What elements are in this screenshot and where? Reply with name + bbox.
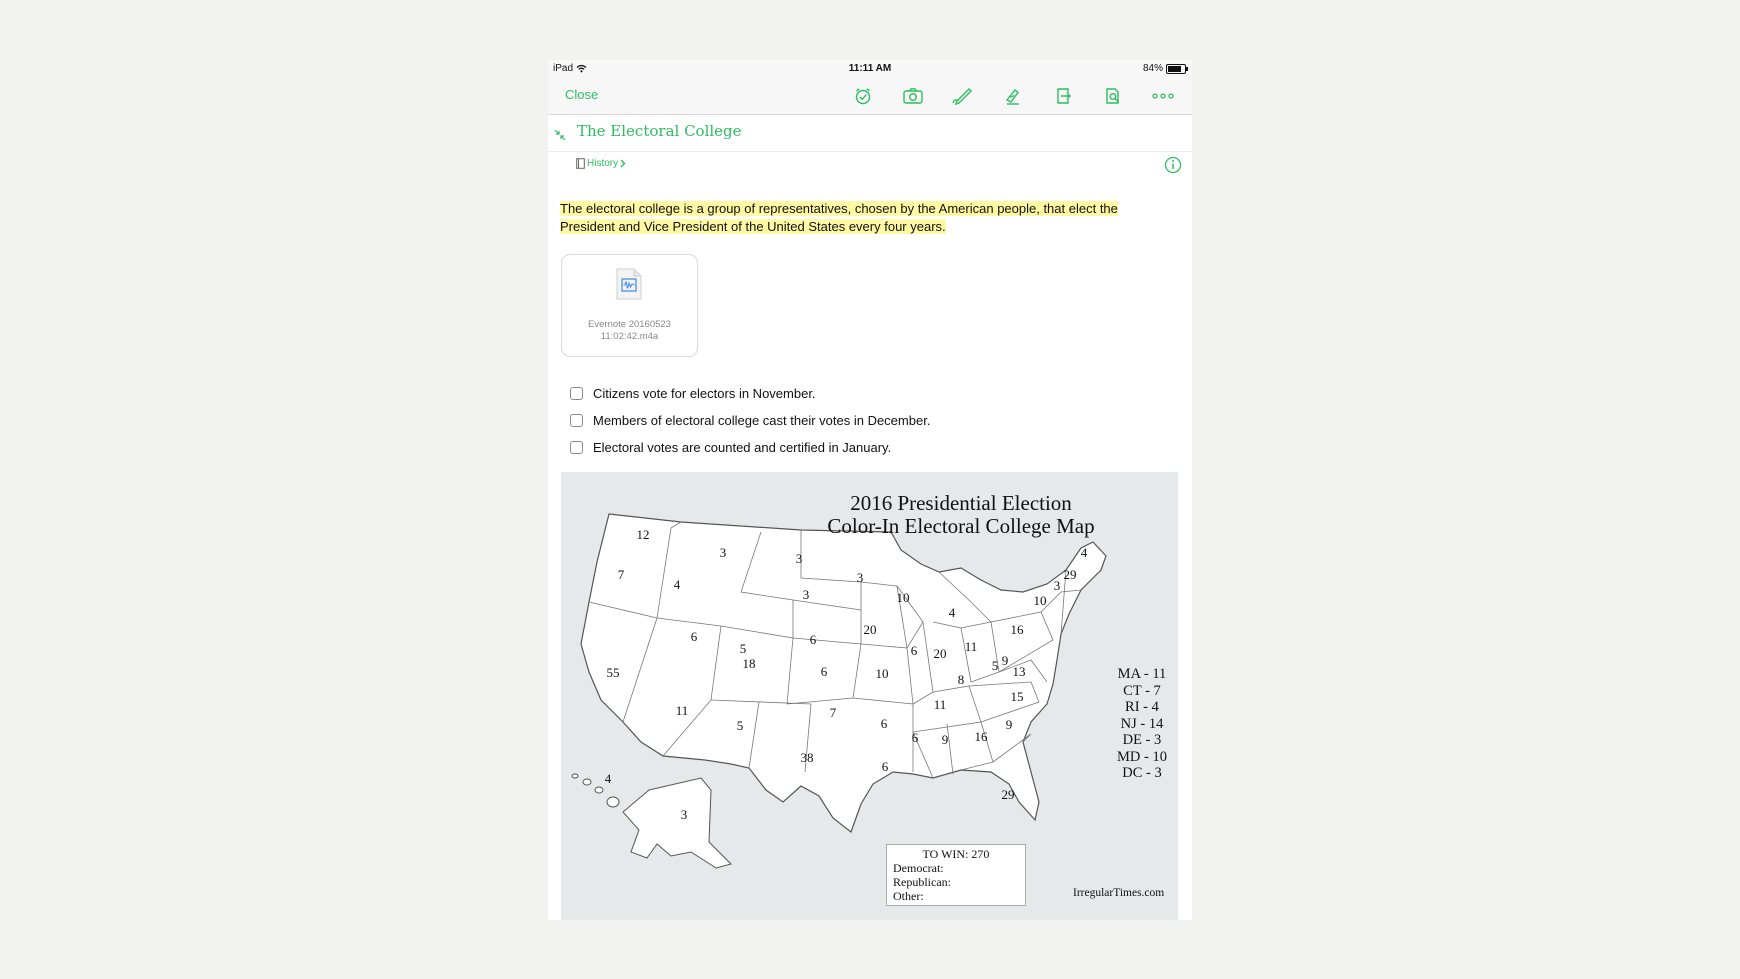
map-title-line2: Color-In Electoral College Map bbox=[827, 514, 1095, 538]
small-state: MA - 11 bbox=[1117, 666, 1167, 682]
small-state: DE - 3 bbox=[1122, 732, 1162, 748]
small-state: RI - 4 bbox=[1125, 699, 1159, 715]
state-electoral-votes: 6 bbox=[820, 664, 828, 679]
state-electoral-votes: 5 bbox=[991, 658, 999, 673]
note-title-row bbox=[548, 115, 1192, 152]
state-electoral-votes: 11 bbox=[964, 639, 978, 654]
us-outline bbox=[581, 514, 1106, 832]
camera-icon[interactable] bbox=[898, 81, 928, 111]
state-electoral-votes: 4 bbox=[1080, 545, 1088, 560]
checklist-item-label: Citizens vote for electors in November. bbox=[593, 386, 816, 401]
state-electoral-votes: 38 bbox=[800, 750, 814, 765]
state-electoral-votes: 5 bbox=[739, 641, 747, 656]
state-electoral-votes: 10 bbox=[1033, 593, 1047, 608]
alaska-outline bbox=[623, 778, 731, 868]
state-electoral-votes: 10 bbox=[875, 666, 889, 681]
notebook-icon bbox=[576, 158, 585, 169]
checklist-item-label: Members of electoral college cast their votes in December. bbox=[593, 413, 931, 428]
notebook-label: History bbox=[587, 158, 619, 169]
state-electoral-votes: 4 bbox=[604, 771, 612, 786]
state-electoral-votes: 9 bbox=[941, 732, 949, 747]
close-button[interactable]: Close bbox=[565, 87, 599, 102]
highlighted-body-text: The electoral college is a group of representatives, chosen by the American people, that elect the President and Vice President of the United States every four years. bbox=[560, 201, 1118, 234]
audio-attachment[interactable] bbox=[561, 254, 698, 357]
state-electoral-votes: 7 bbox=[829, 705, 837, 720]
status-bar bbox=[548, 60, 1192, 78]
state-electoral-votes: 6 bbox=[881, 759, 889, 774]
state-electoral-votes: 3 bbox=[802, 587, 810, 602]
to-win-label: TO WIN: 270 bbox=[922, 847, 990, 861]
state-electoral-votes: 15 bbox=[1010, 689, 1024, 704]
state-electoral-votes: 6 bbox=[880, 716, 888, 731]
state-electoral-votes: 12 bbox=[636, 527, 650, 542]
state-electoral-votes: 4 bbox=[673, 577, 681, 592]
chevron-right-icon bbox=[620, 159, 626, 168]
checkbox[interactable] bbox=[570, 441, 583, 454]
battery-percent: 84% bbox=[1142, 63, 1163, 74]
audio-file-icon bbox=[614, 267, 644, 301]
tally-box bbox=[886, 844, 1026, 906]
attachment-name-line1: Evernote 20160523 bbox=[588, 319, 671, 330]
small-state: DC - 3 bbox=[1122, 765, 1162, 781]
state-electoral-votes: 20 bbox=[933, 646, 947, 661]
checklist-item[interactable] bbox=[570, 380, 930, 407]
collapse-icon[interactable] bbox=[554, 129, 566, 141]
small-state: CT - 7 bbox=[1123, 682, 1161, 699]
ipad-screen bbox=[548, 60, 1192, 920]
checkbox[interactable] bbox=[570, 414, 583, 427]
state-electoral-votes: 55 bbox=[606, 665, 620, 680]
search-in-note-icon[interactable] bbox=[1098, 81, 1128, 111]
map-credit: IrregularTimes.com bbox=[1073, 887, 1165, 899]
more-icon[interactable] bbox=[1148, 81, 1178, 111]
map-title-line1: 2016 Presidential Election bbox=[850, 491, 1072, 515]
state-electoral-votes: 4 bbox=[948, 605, 956, 620]
state-electoral-votes: 29 bbox=[1001, 787, 1015, 802]
state-electoral-votes: 3 bbox=[1053, 578, 1061, 593]
map-title bbox=[771, 492, 1151, 538]
small-states-legend bbox=[1117, 666, 1167, 782]
clock: 11:11 AM bbox=[848, 63, 892, 74]
state-electoral-votes: 9 bbox=[1005, 717, 1013, 732]
state-electoral-votes: 9 bbox=[1001, 653, 1009, 668]
state-electoral-votes: 3 bbox=[719, 545, 727, 560]
battery-icon bbox=[1166, 64, 1186, 74]
state-electoral-votes: 7 bbox=[617, 567, 625, 582]
share-icon[interactable] bbox=[1048, 81, 1078, 111]
state-electoral-votes: 20 bbox=[863, 622, 877, 637]
checklist-item[interactable] bbox=[570, 407, 930, 434]
state-electoral-votes: 16 bbox=[974, 729, 988, 744]
tally-label: Republican: bbox=[893, 875, 951, 889]
checkbox[interactable] bbox=[570, 387, 583, 400]
state-electoral-votes: 11 bbox=[675, 703, 689, 718]
hawaii-outline bbox=[572, 774, 619, 807]
note-title[interactable]: The Electoral College bbox=[577, 122, 742, 140]
attachment-name-line2: 11:02:42.m4a bbox=[600, 331, 659, 342]
tally-label: Other: bbox=[893, 889, 924, 903]
checklist bbox=[570, 380, 930, 461]
annotate-icon[interactable] bbox=[998, 81, 1028, 111]
state-electoral-votes: 16 bbox=[1010, 622, 1024, 637]
state-electoral-votes: 3 bbox=[680, 807, 688, 822]
small-state: MD - 10 bbox=[1117, 748, 1167, 765]
state-electoral-votes: 13 bbox=[1012, 664, 1026, 679]
state-electoral-votes: 3 bbox=[856, 570, 864, 585]
info-icon[interactable] bbox=[1164, 156, 1182, 174]
small-state: NJ - 14 bbox=[1120, 715, 1164, 732]
checklist-item[interactable] bbox=[570, 434, 930, 461]
notebook-selector[interactable] bbox=[576, 158, 626, 169]
state-electoral-votes: 6 bbox=[910, 643, 918, 658]
state-electoral-votes: 10 bbox=[896, 590, 910, 605]
handwriting-icon[interactable] bbox=[948, 81, 978, 111]
state-electoral-votes: 5 bbox=[736, 718, 744, 733]
state-electoral-votes: 8 bbox=[957, 672, 965, 687]
state-electoral-votes: 18 bbox=[742, 656, 756, 671]
state-electoral-votes: 29 bbox=[1063, 567, 1077, 582]
electoral-map-image[interactable] bbox=[561, 472, 1178, 920]
reminder-icon[interactable] bbox=[848, 81, 878, 111]
state-electoral-votes: 11 bbox=[933, 697, 947, 712]
device-name: iPad bbox=[553, 63, 574, 74]
state-electoral-votes: 6 bbox=[911, 730, 919, 745]
note-toolbar bbox=[548, 78, 1192, 115]
us-map-drawing bbox=[561, 472, 1178, 920]
checklist-item-label: Electoral votes are counted and certified in January. bbox=[593, 440, 892, 455]
tally-label: Democrat: bbox=[893, 861, 944, 875]
state-electoral-votes: 3 bbox=[795, 551, 803, 566]
state-electoral-votes: 6 bbox=[690, 629, 698, 644]
state-electoral-votes: 6 bbox=[809, 632, 817, 647]
